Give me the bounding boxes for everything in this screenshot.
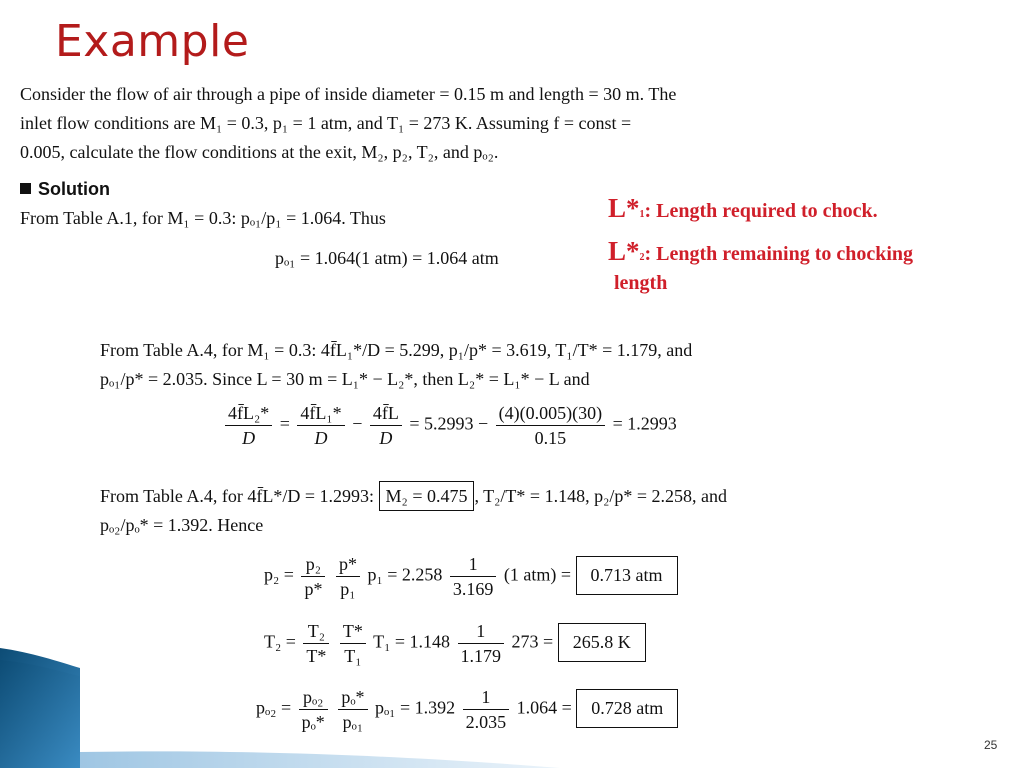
fraction: $\frac{(4)(0.005)(30)}{0.15}$ xyxy=(496,402,605,449)
solution-heading: Solution xyxy=(20,179,110,200)
fraction: $\frac{T*}{\text{T₁}}$ xyxy=(340,620,366,667)
temperature-result-box: 265.8 K xyxy=(558,623,646,662)
analysis-paragraph xyxy=(100,336,900,394)
pressure-result-box: 0.713 atm xyxy=(576,556,678,595)
note-line-2: L*2: Length remaining to chocking length xyxy=(608,236,914,294)
lookup-line-1: From Table A.4, for 4f̄L*/D = 1.2993: M₂ = 0.475 , T₂/T* = 1.148, p₂/p* = 2.258, and xyxy=(100,481,900,511)
pressure-equation: p₂ = $\frac{\text{p₂}}{p*}$ $\frac{p*}{\text{p₁}}$ p₁ = 2.258 $\frac{1}{3.169}$ (1 atm) = 0.713 atm xyxy=(264,553,678,600)
fraction: $\frac{\text{pₒ*}}{\text{pₒ₁}}$ xyxy=(338,686,367,733)
fraction: $\frac{p*}{\text{p₁}}$ xyxy=(336,553,360,600)
problem-statement xyxy=(20,80,830,167)
table-lookup-paragraph xyxy=(100,481,900,539)
fraction: $\frac{1}{1.179}$ xyxy=(458,620,505,667)
problem-line-1: Consider the flow of air through a pipe of inside diameter = 0.15 m and length = 30 m. The xyxy=(20,84,677,104)
fraction: $\frac{1}{2.035}$ xyxy=(463,686,510,733)
slide-title: Example xyxy=(55,16,250,67)
friction-length-equation: $\frac{\text{4f̄L₂*}}{D}$ = $\frac{\text{4f̄L₁*}}{D}$ − $\frac{4f̄L}{D}$ = 5.2993 − $\frac{(4)(0.005)(30)}{0.15}$ = 1.2993 xyxy=(222,402,677,449)
stagnation-pressure-equation: pₒ₂ = $\frac{\text{pₒ₂}}{\text{pₒ*}}$ $\frac{\text{pₒ*}}{\text{pₒ₁}}$ pₒ₁ = 1.392 $\frac{1}{2.035}$ 1.064 = 0.728 atm xyxy=(256,686,678,733)
length-note xyxy=(608,190,1018,296)
problem-line-3: 0.005, calculate the flow conditions at the exit, M₂, p₂, T₂, and pₒ₂. xyxy=(20,142,499,162)
page-number: 25 xyxy=(984,738,998,752)
solution-line-1: From Table A.1, for M₁ = 0.3: pₒ₁/p₁ = 1.064. Thus xyxy=(20,208,386,228)
analysis-line-1: From Table A.4, for M₁ = 0.3: 4f̄L₁*/D = 5.299, p₁/p* = 3.619, T₁/T* = 1.179, and xyxy=(100,340,693,360)
lookup-line-2: pₒ₂/pₒ* = 1.392. Hence xyxy=(100,515,264,535)
fraction: $\frac{4f̄L}{D}$ xyxy=(370,402,402,449)
fraction: $\frac{\text{pₒ₂}}{\text{pₒ*}}$ xyxy=(299,686,328,733)
fraction: $\frac{\text{p₂}}{p*}$ xyxy=(301,553,325,600)
fraction: $\frac{\text{4f̄L₂*}}{D}$ xyxy=(225,402,272,449)
stagnation-pressure-result-box: 0.728 atm xyxy=(576,689,678,728)
fraction: $\frac{1}{3.169}$ xyxy=(450,553,497,600)
fraction: $\frac{\text{4f̄L₁*}}{D}$ xyxy=(297,402,344,449)
temperature-equation: T₂ = $\frac{\text{T₂}}{T*}$ $\frac{T*}{\text{T₁}}$ T₁ = 1.148 $\frac{1}{1.179}$ 273 = 265.8 K xyxy=(264,620,646,667)
problem-line-2: inlet flow conditions are M₁ = 0.3, p₁ = 1 atm, and T₁ = 273 K. Assuming f = const = xyxy=(20,113,632,133)
square-bullet-icon xyxy=(20,183,31,194)
analysis-line-2: pₒ₁/p* = 2.035. Since L = 30 m = L₁* − L₂*, then L₂* = L₁* − L and xyxy=(100,369,590,389)
fraction: $\frac{\text{T₂}}{T*}$ xyxy=(303,620,329,667)
mach-result-box: M₂ = 0.475 xyxy=(379,481,475,511)
solution-line-2: pₒ₁ = 1.064(1 atm) = 1.064 atm xyxy=(275,248,499,268)
note-line-1: L*1: Length required to chock. xyxy=(608,193,878,223)
